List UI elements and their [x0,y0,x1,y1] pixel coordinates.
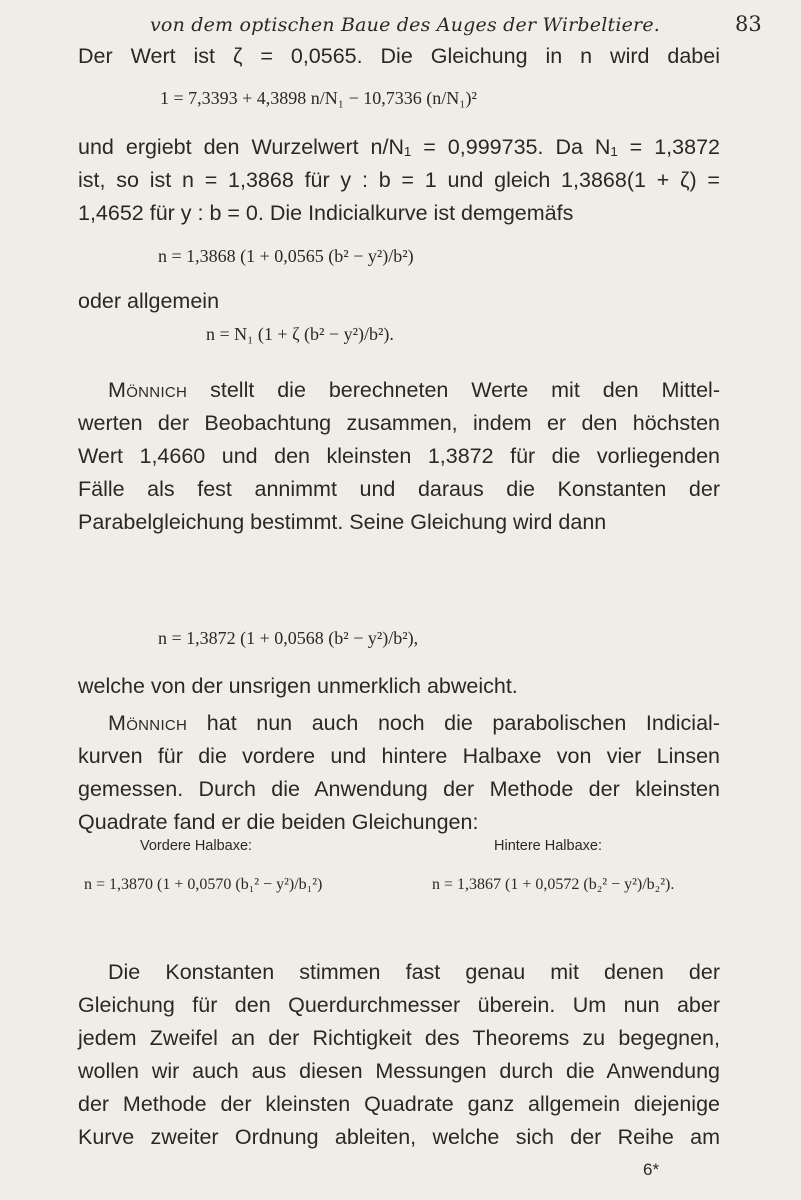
equation-1: 1 = 7,3393 + 4,3898 n/N₁ − 10,7336 (n/N₁)² [160,88,477,108]
text-line: Gleichung für den Querdurchmesser überein. Um nun aber [78,993,720,1017]
text-line: Parabelgleichung bestimmt. Seine Gleichung wird dann [78,510,607,534]
text-line: und ergiebt den Wurzelwert n/N₁ = 0,999735. Da N₁ = 1,3872 [78,135,720,159]
text-line: ist, so ist n = 1,3868 für y : b = 1 und gleich 1,3868(1 + ζ) = [78,168,720,192]
label-back-half-axis: Hintere Halbaxe: [494,838,602,854]
paragraph-4 [78,956,720,1154]
author-name: Mönnich [108,711,188,735]
author-name: Mönnich [108,378,188,402]
page-number: 83 [735,12,762,36]
text-line: gemessen. Durch die Anwendung der Methode der kleinsten [78,777,720,801]
text-line: Fälle als fest annimmt und daraus die Konstanten der [78,477,720,501]
text-fragment: hat nun auch noch die parabolischen Indicial- [206,711,720,735]
text-line: Kurve zweiter Ordnung ableiten, welche sich der Reihe am [78,1125,720,1149]
signature-mark: 6* [643,1160,660,1179]
text-line: jedem Zweifel an der Richtigkeit des Theorems zu begegnen, [78,1026,720,1050]
equation-4: n = 1,3872 (1 + 0,0568 (b² − y²)/b²), [158,628,419,648]
paragraph-1-continued [78,131,720,230]
text-fragment: stellt die berechneten Werte mit den Mittel- [210,378,720,402]
text-line: welche von der unsrigen unmerklich abweicht. [78,674,518,698]
text-line: werten der Beobachtung zusammen, indem er den höchsten [78,411,720,435]
equation-2: n = 1,3868 (1 + 0,0565 (b² − y²)/b²) [158,246,414,266]
paragraph-2 [78,374,720,539]
equation-5: n = 1,3870 (1 + 0,0570 (b₁² − y²)/b₁²) [84,876,323,893]
text-line: kurven für die vordere und hintere Halbaxe von vier Linsen [78,744,720,768]
text-line [78,374,720,407]
text-line: 1,4652 für y : b = 0. Die Indicialkurve ist demgemäfs [78,201,574,225]
text-line: wollen wir auch aus diesen Messungen durch die Anwendung [78,1059,720,1083]
text-line: Quadrate fand er die beiden Gleichungen: [78,810,479,834]
text-line: Wert 1,4660 und den kleinsten 1,3872 für die vorliegenden [78,444,720,468]
text-line [78,707,720,740]
text-line: Der Wert ist ζ = 0,0565. Die Gleichung in n wird dabei [78,44,720,68]
paragraph-1 [78,40,720,73]
text-line: oder allgemein [78,289,220,313]
text-line: der Methode der kleinsten Quadrate ganz allgemein diejenige [78,1092,720,1116]
equation-6: n = 1,3867 (1 + 0,0572 (b₂² − y²)/b₂²). [432,876,675,893]
paragraph-3 [78,707,720,839]
paragraph-1-end [78,285,720,318]
paragraph-2-end [78,670,720,703]
running-head: von dem optischen Baue des Auges der Wirbeltiere. [150,14,661,36]
equation-3: n = N₁ (1 + ζ (b² − y²)/b²). [206,324,394,344]
label-front-half-axis: Vordere Halbaxe: [140,838,253,854]
text-line: Die Konstanten stimmen fast genau mit denen der [108,960,720,984]
